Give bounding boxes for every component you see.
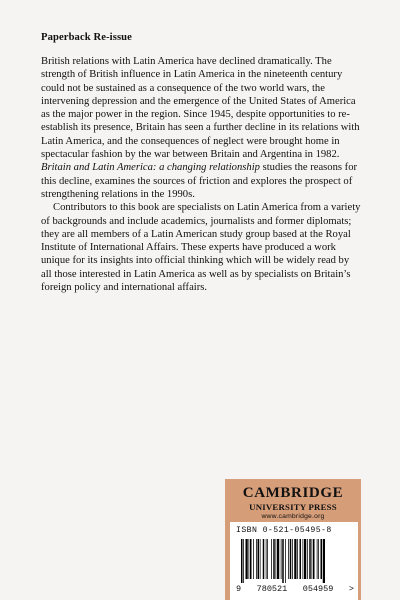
book-title-italic: Britain and Latin America: a changing relationship [41,162,260,174]
barcode-digits [230,584,360,594]
publisher-subtitle: UNIVERSITY PRESS [249,502,337,512]
paragraph-1-closing: studies the reasons for this decline, examines the sources of friction and explores the prospect of strengthening relations in the 1990s. [41,162,358,200]
barcode-icon [239,539,351,583]
reissue-heading: Paperback Re-issue [41,32,132,43]
barcode-panel [230,522,358,600]
description-paragraph-2: Contributors to this book are specialists on Latin America from a variety of backgrounds and include academics, journalists and former diplomats; they are all members of a Latin American study group based at the Royal Institute of International Affairs. These experts have produced a work unique for its insights into official thinking which will be widely read by all those interested in Latin America as well as by specialists on Britain’s foreign policy and international affairs. [41,202,361,294]
publisher-name: CAMBRIDGE [242,485,344,501]
paragraph-1-opening: British relations with Latin America have declined dramatically. The strength of British influence in Latin America in the nineteenth century could not be sustained as a consequence of the two world wars, the intervening depression and the emergence of the United States of America as the major power in the region. Since 1945, despite opportunities to re-establish its presence, Britain has seen a further decline in its relations with Latin America, and the consequences of neglect were brought home in spectacular fashion by the war between Britain and Argentina in 1982. [41,56,360,161]
barcode-area [225,0,361,600]
barcode-digits-right: 054959 [302,584,334,594]
barcode-digit-first: 9 [236,584,242,594]
publisher-url: www.cambridge.org [261,513,325,520]
barcode-end-mark: > [348,584,354,594]
isbn-label: ISBN 0-521-05495-8 [236,526,332,535]
barcode-digits-left: 780521 [256,584,288,594]
